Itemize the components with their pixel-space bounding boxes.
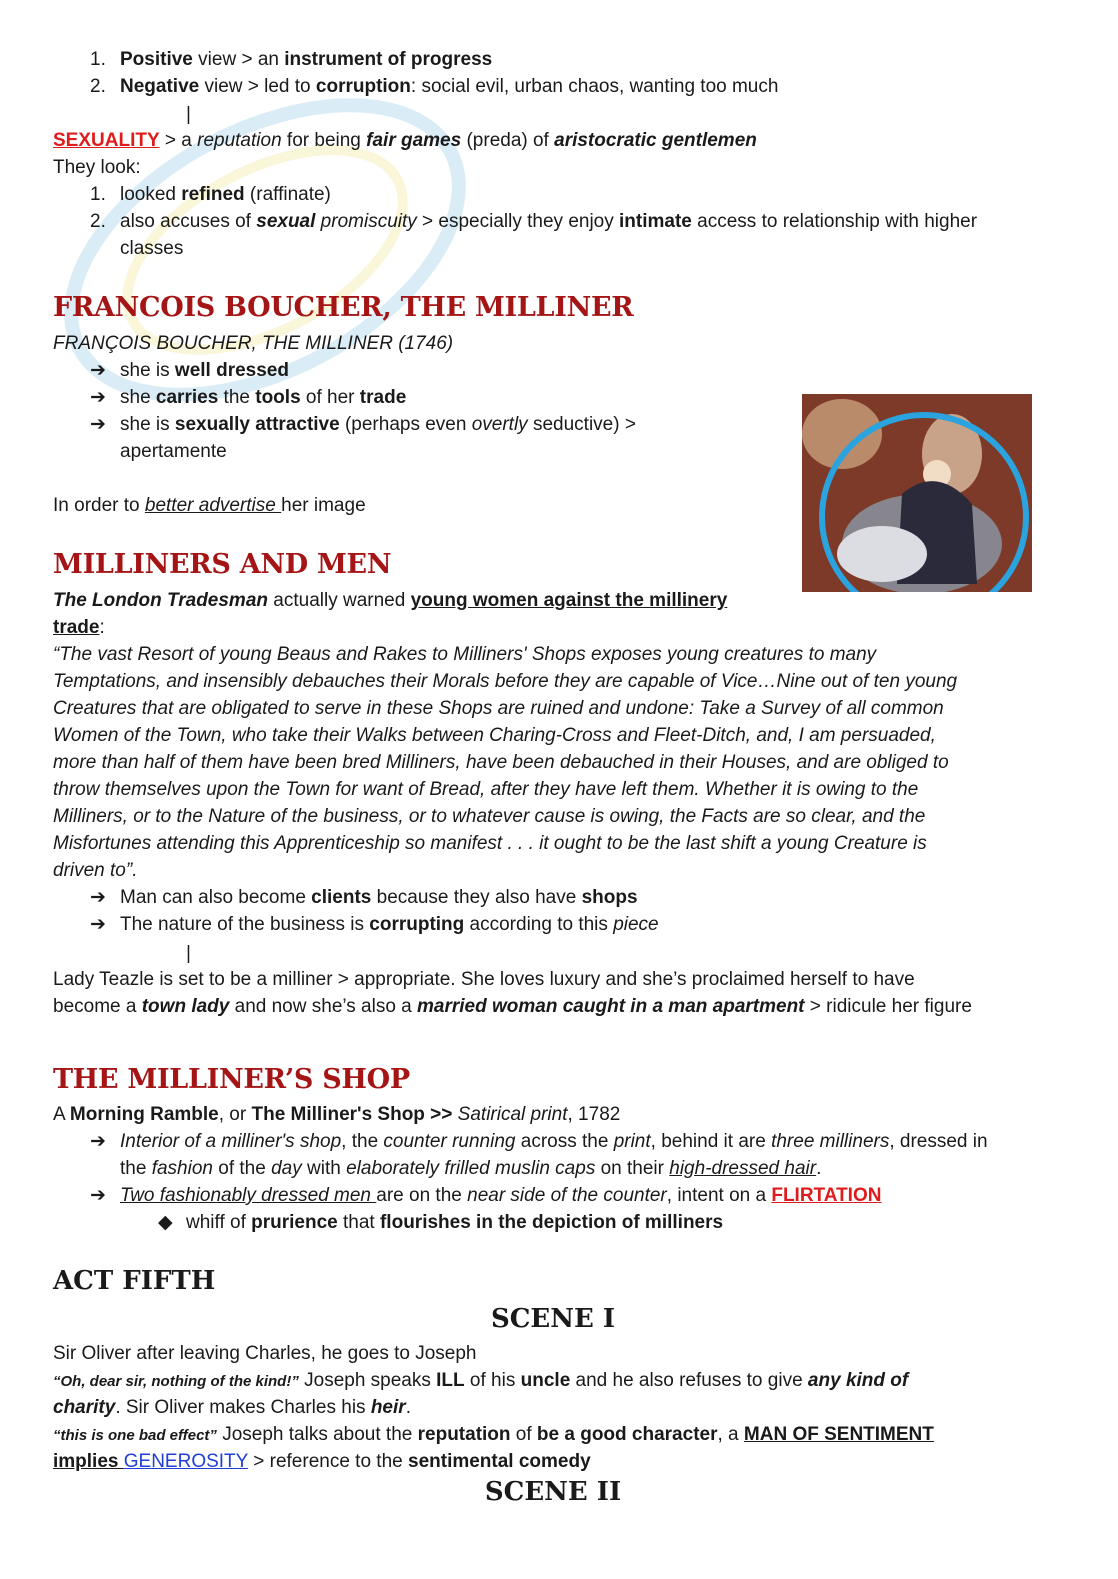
arrow-bullet-continuation: the fashion of the day with elaborately frilled muslin caps on their high-dressed hair.: [120, 1158, 822, 1179]
scene-heading: SCENE I: [490, 1304, 616, 1334]
arrow-icon: ➔: [90, 887, 106, 908]
tradesman-line-cont: trade:: [53, 617, 105, 638]
act-text-line: “this is one bad effect” Joseph talks about the reputation of be a good character, a MAN OF SENTIMENT: [53, 1424, 934, 1445]
quote-line: Creatures that are obligated to serve in these Shops are ruined and undone: Take a Survey of all common: [53, 698, 944, 719]
arrow-bullet: ➔ Interior of a milliner's shop, the counter running across the print, behind it are three milliners, dressed in: [90, 1128, 988, 1155]
connector-pipe: |: [186, 943, 191, 964]
sexuality-line: SEXUALITY > a reputation for being fair games (preda) of aristocratic gentlemen: [53, 130, 757, 151]
teazle-line: become a town lady and now she’s also a married woman caught in a man apartment > ridicule her figure: [53, 996, 972, 1017]
diamond-bullet: ◆ whiff of prurience that flourishes in the depiction of milliners: [158, 1209, 723, 1236]
act-text-line: Sir Oliver after leaving Charles, he goes to Joseph: [53, 1343, 477, 1364]
quote-line: throw themselves upon the Town for want of Bread, after they have left them. Whether it is owing to the: [53, 779, 919, 800]
arrow-icon: ➔: [90, 360, 106, 381]
list-item: 1. Positive view > an instrument of progress: [90, 49, 493, 70]
arrow-bullet: ➔ she is sexually attractive (perhaps even overtly seductive) >: [90, 411, 636, 438]
arrow-bullet: ➔ Two fashionably dressed men are on the near side of the counter, intent on a FLIRTATION: [90, 1182, 881, 1209]
they-look-label: They look:: [53, 157, 141, 178]
list-item: 1. looked refined (raffinate): [90, 184, 331, 205]
arrow-bullet-continuation: apertamente: [120, 441, 227, 462]
act-text-line: “Oh, dear sir, nothing of the kind!” Joseph speaks ILL of his uncle and he also refuses to give any kind of: [53, 1370, 909, 1391]
quote-line: more than half of them have been bred Milliners, have been debauched in their Houses, and are obliged to: [53, 752, 949, 773]
arrow-icon: ➔: [90, 414, 106, 435]
act-text-line: implies GENEROSITY > reference to the sentimental comedy: [53, 1451, 591, 1472]
arrow-bullet: ➔ The nature of the business is corrupting according to this piece: [90, 911, 659, 938]
painting-illustration: [802, 394, 1032, 592]
arrow-icon: ➔: [90, 1131, 106, 1152]
arrow-bullet: ➔ she is well dressed: [90, 357, 289, 384]
list-item: 2. also accuses of sexual promiscuity > especially they enjoy intimate access to relationship with higher: [90, 211, 978, 232]
act-heading: ACT FIFTH: [53, 1266, 216, 1296]
quote-line: Temptations, and insensibly debauches their Morals before they are capable of Vice…Nine out of ten young: [53, 671, 958, 692]
boucher-painting-image: [802, 394, 1032, 592]
section-heading: MILLINERS AND MEN: [53, 549, 392, 580]
list-item: 2. Negative view > led to corruption: social evil, urban chaos, wanting too much: [90, 76, 779, 97]
connector-pipe: |: [186, 104, 191, 125]
act-text-line: charity. Sir Oliver makes Charles his heir.: [53, 1397, 411, 1418]
teazle-line: Lady Teazle is set to be a milliner > appropriate. She loves luxury and she’s proclaimed herself to have: [53, 969, 915, 990]
quote-line: Milliners, or to the Nature of the business, or to whatever cause is owing, the Facts are so clear, and the: [53, 806, 926, 827]
section-subtitle: FRANÇOIS BOUCHER, THE MILLINER (1746): [53, 333, 454, 354]
section-heading: FRANCOIS BOUCHER, THE MILLINER: [53, 292, 634, 323]
arrow-icon: ➔: [90, 387, 106, 408]
quote-line: Misfortunes attending this Apprenticeship so manifest . . . it ought to be the last shift a young Creature is: [53, 833, 927, 854]
arrow-icon: ➔: [90, 914, 106, 935]
section-heading: THE MILLINER’S SHOP: [53, 1064, 410, 1095]
shop-intro-line: A Morning Ramble, or The Milliner's Shop >> Satirical print, 1782: [53, 1104, 621, 1125]
diamond-icon: ◆: [158, 1212, 173, 1233]
quote-line: “The vast Resort of young Beaus and Rakes to Milliners' Shops exposes young creatures to many: [53, 644, 877, 665]
arrow-bullet: ➔ she carries the tools of her trade: [90, 384, 406, 411]
arrow-icon: ➔: [90, 1185, 106, 1206]
arrow-bullet: ➔ Man can also become clients because they also have shops: [90, 884, 638, 911]
generosity-link[interactable]: GENEROSITY: [123, 1451, 248, 1472]
list-item-continuation: classes: [120, 238, 184, 259]
advertise-line: In order to better advertise her image: [53, 495, 366, 516]
scene-heading: SCENE II: [484, 1477, 622, 1507]
quote-line: driven to”.: [53, 860, 138, 881]
tradesman-line: The London Tradesman actually warned young women against the millinery: [53, 590, 728, 611]
quote-line: Women of the Town, who take their Walks between Charing-Cross and Fleet-Ditch, and, I am persuaded,: [53, 725, 936, 746]
